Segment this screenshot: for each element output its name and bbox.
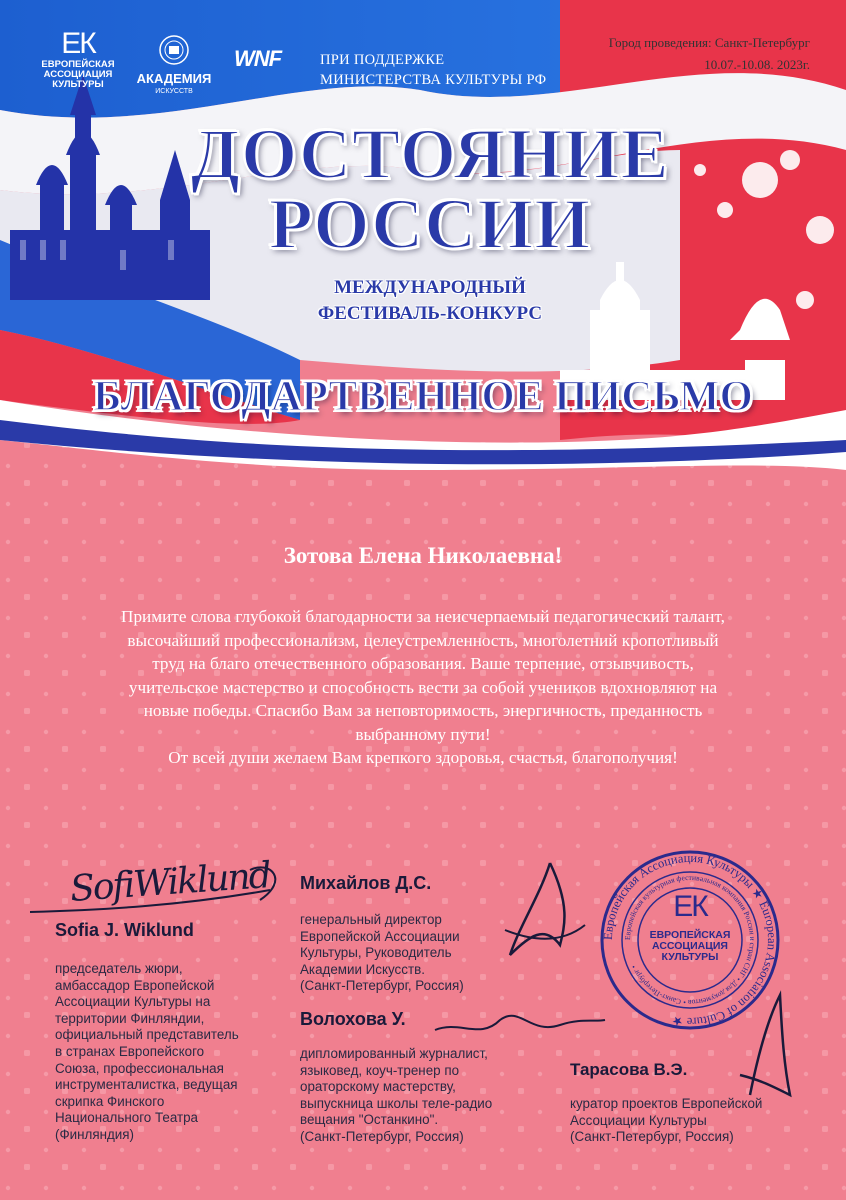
letter-body	[60, 605, 786, 770]
signatory-tarasova-desc	[570, 1096, 820, 1146]
wiklund-desc-line: в странах Европейского	[55, 1043, 205, 1059]
tarasova-desc-line: куратор проектов Европейской	[570, 1096, 763, 1111]
body-line-3: труд на благо отечественного образования. Ваше терпение, отзывчивость,	[152, 654, 694, 673]
tarasova-desc-line: Ассоциации Культуры	[570, 1112, 707, 1128]
logo-eac-mark: ЕК	[61, 27, 95, 60]
wiklund-signature-flourish	[20, 860, 300, 920]
stamp-ring-text: Европейская Ассоциация Культуры ★ European Association of Culture ★	[600, 850, 780, 1030]
wiklund-desc-line: председатель жюри,	[55, 961, 183, 976]
body-line-6: выбранному пути!	[355, 724, 491, 744]
signatory-tarasova-name: Тарасова В.Э.	[570, 1060, 688, 1079]
volokhova-desc-line: выпускница школы теле-радио	[300, 1095, 493, 1111]
signatory-volokhova-desc	[300, 1046, 530, 1146]
signatory-wiklund-name: Sofia J. Wiklund	[55, 920, 194, 940]
logo-academy-name: АКАДЕМИЯ	[136, 71, 212, 86]
mikhailov-desc-line: генеральный директор	[300, 912, 442, 927]
volokhova-desc-line: вещания "Останкино".	[300, 1112, 439, 1128]
event-location	[609, 32, 810, 76]
ministry-support	[320, 50, 546, 90]
wiklund-desc-line: (Финляндия)	[55, 1126, 134, 1142]
mikhailov-desc-line: Культуры, Руководитель	[300, 945, 452, 961]
signatory-volokhova	[300, 1009, 530, 1146]
recipient-name: Зотова Елена Николаевна!	[283, 543, 563, 568]
logo-european-association	[34, 28, 122, 90]
body-line-4: учительское мастерство и способность вести за собой учеников вдохновляют на	[128, 677, 718, 697]
festival-title-line-1: ДОСТОЯНИЕ	[190, 114, 670, 194]
logo-wnf: WNF	[234, 46, 282, 71]
signatory-wiklund-desc	[55, 961, 285, 1144]
document-type-title: БЛАГОДАРТВЕННОЕ ПИСЬМО	[93, 373, 753, 420]
logo-eac-line-3: КУЛЬТУРЫ	[52, 79, 104, 90]
signatory-mikhailov	[300, 873, 530, 995]
event-dates: 10.07.-10.08. 2023г.	[704, 57, 810, 72]
volokhova-desc-line: ораторскому мастерству,	[300, 1079, 456, 1095]
festival-subtitle-line-1: МЕЖДУНАРОДНЫЙ	[334, 277, 526, 298]
wiklund-signature: SofiWiklund	[68, 855, 271, 910]
body-line-1: Примите слова глубокой благодарности за неисчерпаемый педагогический талант,	[121, 607, 725, 626]
logo-eac-line-1: ЕВРОПЕЙСКАЯ	[41, 59, 115, 70]
volokhova-desc-line: языковед, коуч-тренер по	[300, 1062, 460, 1078]
signatory-wiklund	[55, 920, 285, 1144]
academy-emblem-icon	[134, 34, 214, 66]
signatory-volokhova-name: Волохова У.	[300, 1009, 406, 1029]
signatory-tarasova	[570, 1060, 820, 1146]
stamp-center-line-3: КУЛЬТУРЫ	[661, 951, 719, 963]
logo-academy	[134, 34, 214, 97]
volokhova-desc-line: дипломированный журналист,	[300, 1046, 488, 1061]
support-line-2: МИНИСТЕРСТВА КУЛЬТУРЫ РФ	[320, 72, 547, 88]
mikhailov-desc-line: Европейской Ассоциации	[300, 928, 460, 944]
volokhova-desc-line: (Санкт-Петербург, Россия)	[300, 1128, 464, 1144]
body-line-5: новые победы. Спасибо Вам за неповторимость, энергичность, преданность	[143, 701, 703, 720]
mikhailov-desc-line: Академии Искусств.	[300, 961, 425, 977]
logo-academy-sub: ИСКУССТВ	[155, 88, 193, 95]
wiklund-desc-line: Ассоциации Культуры на	[55, 994, 211, 1010]
signatory-mikhailov-name: Михайлов Д.С.	[300, 873, 432, 893]
tarasova-desc-line: (Санкт-Петербург, Россия)	[570, 1129, 734, 1145]
wiklund-desc-line: Союза, профессиональная	[55, 1060, 224, 1076]
wiklund-desc-line: амбассадор Европейской	[55, 977, 215, 993]
stamp-inner-ring-text: Европейская культурная фестивальная компания России и стран СНГ • Для документов • Санкт-Петербург •	[622, 872, 758, 1008]
wiklund-desc-line: скрипка Финского	[55, 1093, 165, 1109]
stamp-center-line-1: ЕВРОПЕЙСКАЯ	[649, 929, 731, 941]
stamp-mark: ЕК	[673, 890, 707, 923]
wiklund-desc-line: инструменталистка, ведущая	[55, 1077, 238, 1093]
wiklund-desc-line: официальный представитель	[55, 1027, 239, 1043]
wiklund-desc-line: территории Финляндии,	[55, 1010, 205, 1026]
body-line-7: От всей души желаем Вам крепкого здоровья, счастья, благополучия!	[168, 748, 678, 767]
stamp-center-line-2: АССОЦИАЦИЯ	[652, 940, 728, 952]
signatory-mikhailov-desc	[300, 912, 530, 995]
body-line-2: высочайший профессионализм, целеустремленность, многолетний кропотливый	[127, 630, 719, 650]
official-stamp	[598, 848, 782, 1032]
logo-eac-line-2: АССОЦИАЦИЯ	[43, 69, 113, 80]
festival-title-line-2: РОССИИ	[268, 184, 592, 264]
stamp-center-text	[598, 930, 782, 963]
support-line-1: ПРИ ПОДДЕРЖКЕ	[320, 52, 445, 68]
event-city: Город проведения: Санкт-Петербург	[608, 35, 810, 50]
wiklund-desc-line: Национального Театра	[55, 1110, 199, 1126]
mikhailov-desc-line: (Санкт-Петербург, Россия)	[300, 978, 464, 994]
festival-subtitle-line-2: ФЕСТИВАЛЬ-КОНКУРС	[317, 303, 543, 324]
